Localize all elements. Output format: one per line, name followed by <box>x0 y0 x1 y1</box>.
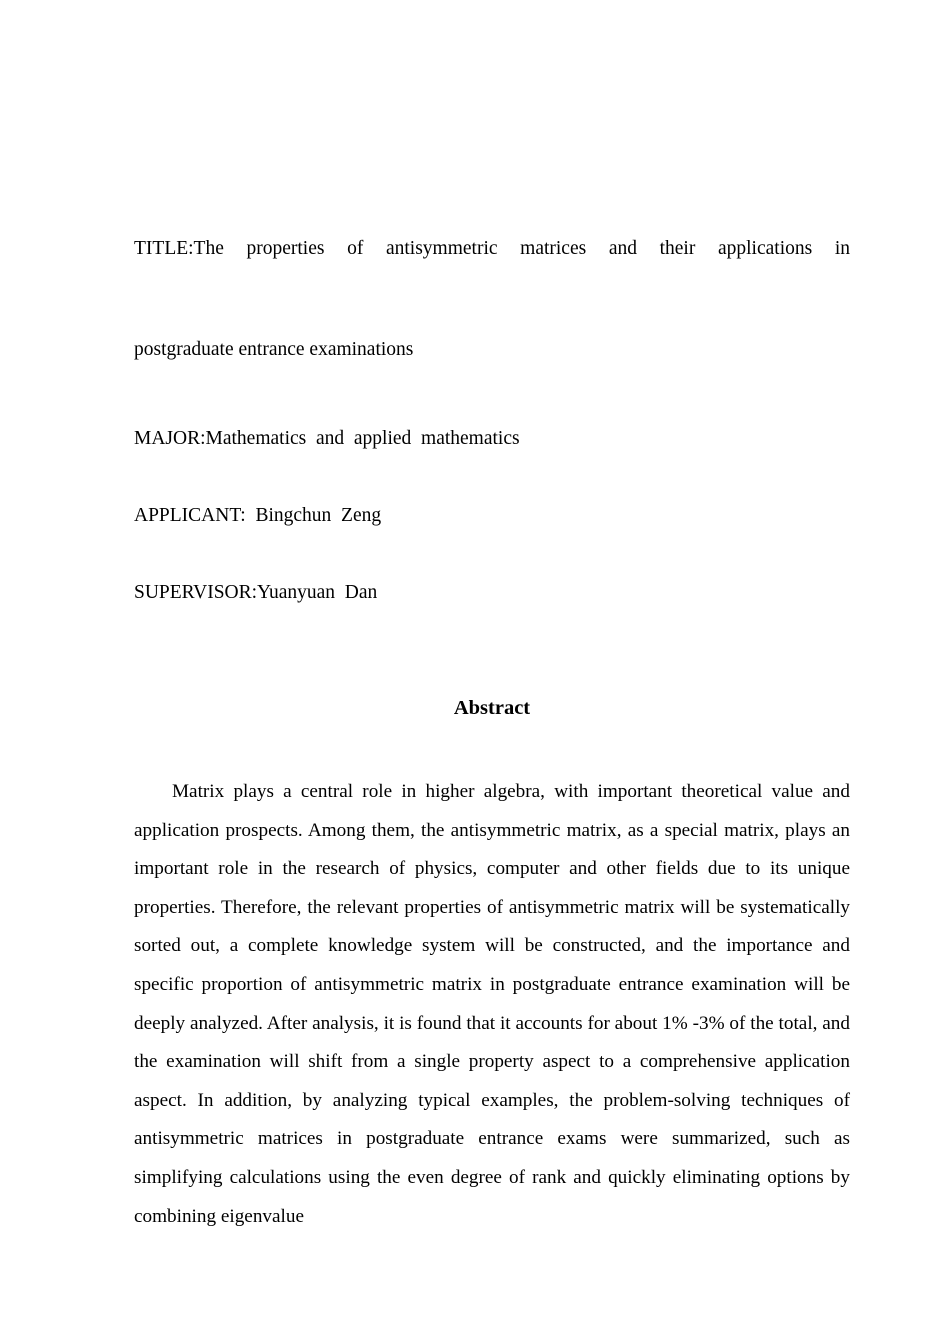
metadata-supervisor: SUPERVISOR:Yuanyuan Dan <box>134 582 378 603</box>
page-content-column <box>134 0 850 1236</box>
abstract-heading: Abstract <box>453 697 531 719</box>
metadata-applicant: APPLICANT: Bingchun Zeng <box>134 505 382 526</box>
metadata-block <box>134 400 850 631</box>
metadata-major: MAJOR:Mathematics and applied mathematics <box>134 428 520 449</box>
thesis-title-line-1: TITLE:The properties of antisymmetric matrices and their applications in <box>134 238 850 259</box>
thesis-title-line-2: postgraduate entrance examinations <box>134 339 414 360</box>
title-block <box>134 198 850 400</box>
abstract-body-paragraph: Matrix plays a central role in higher algebra, with important theoretical value and application prospects. Among them, the antisymmetric matrix, as a special matrix, plays an important role in the research of physics, computer and other fields due to its unique properties. Therefore, the relevant properties of antisymmetric matrix will be systematically sorted out, a complete knowledge system will be constructed, and the importance and specific proportion of antisymmetric matrix in postgraduate entrance examination will be deeply analyzed. After analysis, it is found that it accounts for about 1% -3% of the total, and the examination will shift from a single property aspect to a comprehensive application aspect. In addition, by analyzing typical examples, the problem-solving techniques of antisymmetric matrices in postgraduate entrance exams were summarized, such as simplifying calculations using the even degree of rank and quickly eliminating options by combining eigenvalue <box>134 781 850 1227</box>
